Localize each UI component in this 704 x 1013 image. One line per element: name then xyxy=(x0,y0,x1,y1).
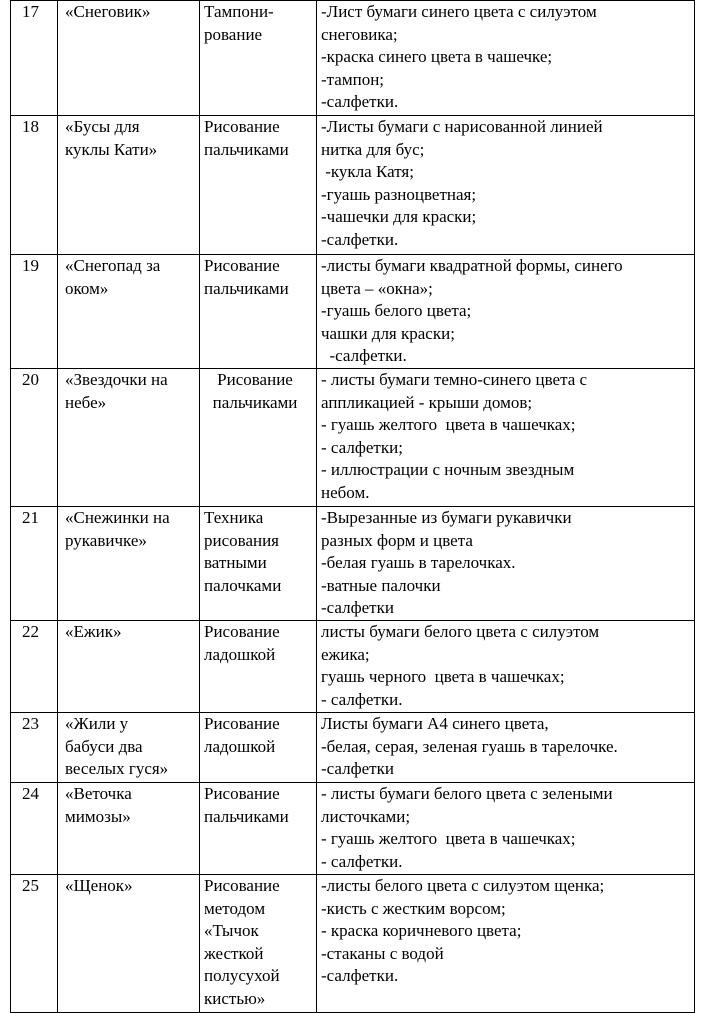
lesson-materials: - листы бумаги темно-синего цвета с аппликацией - крыши домов; - гуашь желтого цвета в чашечках; - салфетки; - иллюстрации с ночным звездным небом. xyxy=(317,369,695,507)
lesson-materials: листы бумаги белого цвета с силуэтом ежика; гуашь черного цвета в чашечках; - салфетки. xyxy=(317,621,695,713)
lesson-materials: Листы бумаги А4 синего цвета, -белая, серая, зеленая гуашь в тарелочке. -салфетки xyxy=(317,713,695,783)
lesson-title: «Снегопад за оком» xyxy=(58,255,200,369)
lesson-materials: -листы белого цвета с силуэтом щенка; -кисть с жестким ворсом; - краска коричневого цвета; -стаканы с водой -салфетки. xyxy=(317,875,695,1013)
table-row xyxy=(11,255,695,369)
lesson-materials: -Вырезанные из бумаги рукавички разных форм и цвета -белая гуашь в тарелочках. -ватные палочки -салфетки xyxy=(317,507,695,621)
table-row xyxy=(11,507,695,621)
lesson-title: «Щенок» xyxy=(58,875,200,1013)
table-row xyxy=(11,621,695,713)
row-number: 24 xyxy=(11,783,58,875)
lesson-technique: Рисование пальчиками xyxy=(200,369,317,507)
lesson-technique: Тампони- рование xyxy=(200,1,317,116)
row-number: 20 xyxy=(11,369,58,507)
lessons-table xyxy=(10,0,695,1013)
row-number: 18 xyxy=(11,116,58,255)
table-row xyxy=(11,713,695,783)
row-number: 17 xyxy=(11,1,58,116)
row-number: 22 xyxy=(11,621,58,713)
lesson-materials: -листы бумаги квадратной формы, синего цвета – «окна»; -гуашь белого цвета; чашки для краски; -салфетки. xyxy=(317,255,695,369)
lesson-title: «Ежик» xyxy=(58,621,200,713)
lesson-technique: Рисование пальчиками xyxy=(200,116,317,255)
lesson-title: «Бусы для куклы Кати» xyxy=(58,116,200,255)
table-row xyxy=(11,369,695,507)
table-row xyxy=(11,875,695,1013)
lesson-title: «Звездочки на небе» xyxy=(58,369,200,507)
lesson-materials: -Лист бумаги синего цвета с силуэтом снеговика; -краска синего цвета в чашечке; -тампон; -салфетки. xyxy=(317,1,695,116)
lesson-technique: Рисование пальчиками xyxy=(200,255,317,369)
row-number: 23 xyxy=(11,713,58,783)
lesson-technique: Рисование методом «Тычок жесткой полусухой кистью» xyxy=(200,875,317,1013)
lesson-materials: -Листы бумаги с нарисованной линией нитка для бус; -кукла Катя; -гуашь разноцветная; -чашечки для краски; -салфетки. xyxy=(317,116,695,255)
table-row xyxy=(11,1,695,116)
lesson-title: «Снеговик» xyxy=(58,1,200,116)
lesson-technique: Рисование пальчиками xyxy=(200,783,317,875)
lesson-title: «Снежинки на рукавичке» xyxy=(58,507,200,621)
table-row xyxy=(11,116,695,255)
lesson-title: «Веточка мимозы» xyxy=(58,783,200,875)
lesson-materials: - листы бумаги белого цвета с зелеными листочками; - гуашь желтого цвета в чашечках; - салфетки. xyxy=(317,783,695,875)
table-row xyxy=(11,783,695,875)
lesson-technique: Рисование ладошкой xyxy=(200,621,317,713)
lesson-technique: Техника рисования ватными палочками xyxy=(200,507,317,621)
row-number: 21 xyxy=(11,507,58,621)
row-number: 25 xyxy=(11,875,58,1013)
lesson-technique: Рисование ладошкой xyxy=(200,713,317,783)
row-number: 19 xyxy=(11,255,58,369)
lesson-title: «Жили у бабуси два веселых гуся» xyxy=(58,713,200,783)
